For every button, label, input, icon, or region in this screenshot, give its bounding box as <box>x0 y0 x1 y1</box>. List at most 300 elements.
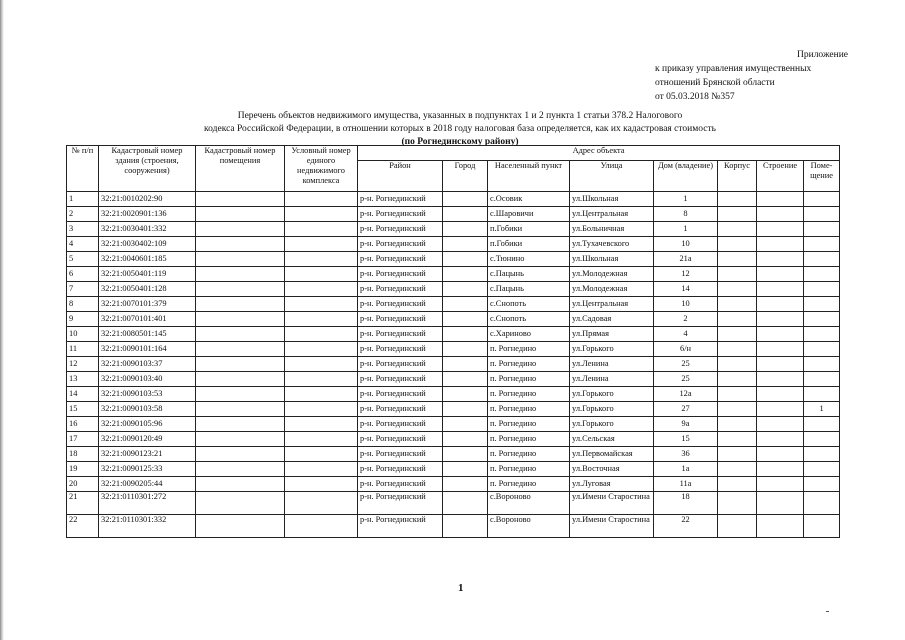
heading-line-2: кодекса Российской Федерации, в отношении которых в 2018 году налоговая база определяется, как их кадастровая стоимость <box>204 124 716 134</box>
cell-num: 11 <box>67 342 99 357</box>
cell-city <box>443 387 488 402</box>
property-table <box>66 145 840 538</box>
cell-city <box>443 282 488 297</box>
table-row <box>67 357 840 372</box>
cell-corpus <box>718 207 757 222</box>
cell-street: ул.Сельская <box>570 432 654 447</box>
cell-corpus <box>718 342 757 357</box>
cell-room-cadastral <box>196 417 285 432</box>
scan-artifact <box>826 611 829 612</box>
cell-city <box>443 432 488 447</box>
cell-room-cadastral <box>196 237 285 252</box>
cell-room: 1 <box>804 402 840 417</box>
cell-cadastral: 32:21:0050401:119 <box>99 267 196 282</box>
cell-cadastral: 32:21:0090125:33 <box>99 462 196 477</box>
cell-district: р-н. Рогнединский <box>358 432 443 447</box>
cell-cadastral: 32:21:0010202:90 <box>99 192 196 207</box>
cell-structure <box>757 372 804 387</box>
header-conditional: Условный номер единого недвижимого комплекса <box>285 146 358 192</box>
cell-district: р-н. Рогнединский <box>358 515 443 538</box>
cell-conditional <box>285 252 358 267</box>
cell-district: р-н. Рогнединский <box>358 462 443 477</box>
cell-cadastral: 32:21:0090120:49 <box>99 432 196 447</box>
cell-district: р-н. Рогнединский <box>358 297 443 312</box>
cell-city <box>443 297 488 312</box>
table-row <box>67 312 840 327</box>
cell-corpus <box>718 477 757 492</box>
cell-locality: п. Рогнедино <box>488 447 570 462</box>
cell-district: р-н. Рогнединский <box>358 492 443 515</box>
cell-house: 10 <box>654 297 718 312</box>
cell-locality: п. Рогнедино <box>488 402 570 417</box>
cell-street: ул.Имени Старостина <box>570 515 654 538</box>
table-row <box>67 387 840 402</box>
cell-cadastral: 32:21:0070101:379 <box>99 297 196 312</box>
cell-structure <box>757 267 804 282</box>
table-row <box>67 447 840 462</box>
cell-room <box>804 342 840 357</box>
cell-room-cadastral <box>196 432 285 447</box>
cell-structure <box>757 282 804 297</box>
header-address: Адрес объекта <box>358 146 840 161</box>
cell-house: 18 <box>654 492 718 515</box>
table-row <box>67 515 840 538</box>
cell-cadastral: 32:21:0070101:401 <box>99 312 196 327</box>
cell-district: р-н. Рогнединский <box>358 357 443 372</box>
cell-structure <box>757 447 804 462</box>
cell-room <box>804 492 840 515</box>
cell-room <box>804 192 840 207</box>
cell-corpus <box>718 417 757 432</box>
cell-structure <box>757 192 804 207</box>
cell-house: 10 <box>654 237 718 252</box>
cell-room <box>804 372 840 387</box>
cell-corpus <box>718 357 757 372</box>
cell-corpus <box>718 515 757 538</box>
cell-house: 11а <box>654 477 718 492</box>
cell-district: р-н. Рогнединский <box>358 417 443 432</box>
cell-conditional <box>285 515 358 538</box>
cell-num: 18 <box>67 447 99 462</box>
cell-cadastral: 32:21:0020901:136 <box>99 207 196 222</box>
cell-locality: п. Рогнедино <box>488 462 570 477</box>
cell-locality: п. Рогнедино <box>488 387 570 402</box>
cell-room <box>804 327 840 342</box>
cell-district: р-н. Рогнединский <box>358 477 443 492</box>
cell-corpus <box>718 192 757 207</box>
cell-num: 21 <box>67 492 99 515</box>
table-row <box>67 222 840 237</box>
cell-room-cadastral <box>196 282 285 297</box>
cell-city <box>443 252 488 267</box>
cell-locality: п. Рогнедино <box>488 342 570 357</box>
cell-city <box>443 417 488 432</box>
cell-cadastral: 32:21:0090103:37 <box>99 357 196 372</box>
cell-house: 12а <box>654 387 718 402</box>
cell-conditional <box>285 282 358 297</box>
cell-num: 4 <box>67 237 99 252</box>
cell-conditional <box>285 357 358 372</box>
cell-structure <box>757 252 804 267</box>
cell-cadastral: 32:21:0090101:164 <box>99 342 196 357</box>
appendix-line-2: отношений Брянской области <box>655 78 775 88</box>
cell-city <box>443 222 488 237</box>
cell-num: 6 <box>67 267 99 282</box>
cell-cadastral: 32:21:0090103:53 <box>99 387 196 402</box>
cell-structure <box>757 402 804 417</box>
cell-conditional <box>285 417 358 432</box>
cell-house: 6/н <box>654 342 718 357</box>
table-row <box>67 267 840 282</box>
cell-conditional <box>285 492 358 515</box>
cell-city <box>443 402 488 417</box>
cell-district: р-н. Рогнединский <box>358 282 443 297</box>
cell-cadastral: 32:21:0090105:96 <box>99 417 196 432</box>
header-house: Дом (владение) <box>654 161 718 192</box>
cell-room-cadastral <box>196 192 285 207</box>
cell-num: 5 <box>67 252 99 267</box>
cell-room-cadastral <box>196 312 285 327</box>
cell-city <box>443 447 488 462</box>
cell-room-cadastral <box>196 297 285 312</box>
cell-cadastral: 32:21:0090205:44 <box>99 477 196 492</box>
cell-corpus <box>718 492 757 515</box>
cell-district: р-н. Рогнединский <box>358 312 443 327</box>
cell-district: р-н. Рогнединский <box>358 207 443 222</box>
table-row <box>67 192 840 207</box>
cell-cadastral: 32:21:0080501:145 <box>99 327 196 342</box>
cell-corpus <box>718 252 757 267</box>
cell-num: 9 <box>67 312 99 327</box>
cell-corpus <box>718 447 757 462</box>
cell-num: 7 <box>67 282 99 297</box>
cell-street: ул.Больничная <box>570 222 654 237</box>
cell-locality: с.Шаровичи <box>488 207 570 222</box>
cell-locality: с.Снопоть <box>488 297 570 312</box>
cell-city <box>443 237 488 252</box>
cell-structure <box>757 312 804 327</box>
cell-house: 8 <box>654 207 718 222</box>
cell-street: ул.Горького <box>570 402 654 417</box>
cell-corpus <box>718 312 757 327</box>
table-row <box>67 237 840 252</box>
cell-house: 36 <box>654 447 718 462</box>
cell-locality: п. Рогнедино <box>488 432 570 447</box>
cell-district: р-н. Рогнединский <box>358 447 443 462</box>
cell-house: 15 <box>654 432 718 447</box>
page-number: 1 <box>458 582 464 594</box>
cell-conditional <box>285 312 358 327</box>
cell-house: 2 <box>654 312 718 327</box>
cell-city <box>443 192 488 207</box>
cell-conditional <box>285 297 358 312</box>
cell-cadastral: 32:21:0090103:58 <box>99 402 196 417</box>
cell-room <box>804 267 840 282</box>
cell-num: 1 <box>67 192 99 207</box>
header-locality: Населенный пункт <box>488 161 570 192</box>
cell-cadastral: 32:21:0090123:21 <box>99 447 196 462</box>
cell-locality: с.Тюнино <box>488 252 570 267</box>
cell-cadastral: 32:21:0110301:272 <box>99 492 196 515</box>
cell-district: р-н. Рогнединский <box>358 252 443 267</box>
cell-house: 12 <box>654 267 718 282</box>
cell-conditional <box>285 462 358 477</box>
cell-locality: с.Вороново <box>488 492 570 515</box>
cell-house: 1а <box>654 462 718 477</box>
cell-street: ул.Горького <box>570 387 654 402</box>
cell-cadastral: 32:21:0040601:185 <box>99 252 196 267</box>
appendix-line-3: от 05.03.2018 №357 <box>655 92 735 102</box>
cell-structure <box>757 432 804 447</box>
cell-room <box>804 357 840 372</box>
cell-house: 1 <box>654 192 718 207</box>
cell-room <box>804 477 840 492</box>
table-row <box>67 282 840 297</box>
appendix-title: Приложение <box>797 50 848 60</box>
cell-corpus <box>718 222 757 237</box>
heading-line-1: Перечень объектов недвижимого имущества, указанных в подпунктах 1 и 2 пункта 1 статьи 378.2 Налогового <box>237 111 683 121</box>
cell-locality: п. Рогнедино <box>488 372 570 387</box>
cell-num: 19 <box>67 462 99 477</box>
table-row <box>67 492 840 515</box>
cell-corpus <box>718 372 757 387</box>
cell-cadastral: 32:21:0110301:332 <box>99 515 196 538</box>
cell-room-cadastral <box>196 207 285 222</box>
cell-num: 14 <box>67 387 99 402</box>
cell-room-cadastral <box>196 327 285 342</box>
cell-corpus <box>718 327 757 342</box>
cell-house: 4 <box>654 327 718 342</box>
header-city: Город <box>443 161 488 192</box>
cell-num: 13 <box>67 372 99 387</box>
table-row <box>67 297 840 312</box>
cell-cadastral: 32:21:0090103:40 <box>99 372 196 387</box>
cell-city <box>443 492 488 515</box>
appendix-block <box>655 48 860 104</box>
cell-room <box>804 207 840 222</box>
cell-cadastral: 32:21:0030401:332 <box>99 222 196 237</box>
cell-num: 12 <box>67 357 99 372</box>
cell-room <box>804 462 840 477</box>
cell-house: 25 <box>654 372 718 387</box>
cell-conditional <box>285 447 358 462</box>
cell-structure <box>757 492 804 515</box>
cell-street: ул.Ленина <box>570 357 654 372</box>
cell-city <box>443 342 488 357</box>
header-street: Улица <box>570 161 654 192</box>
header-room: Поме-щение <box>804 161 840 192</box>
cell-room-cadastral <box>196 515 285 538</box>
cell-district: р-н. Рогнединский <box>358 267 443 282</box>
cell-house: 25 <box>654 357 718 372</box>
cell-corpus <box>718 297 757 312</box>
cell-locality: п. Рогнедино <box>488 417 570 432</box>
cell-conditional <box>285 267 358 282</box>
cell-room <box>804 282 840 297</box>
cell-house: 22 <box>654 515 718 538</box>
cell-district: р-н. Рогнединский <box>358 402 443 417</box>
cell-conditional <box>285 192 358 207</box>
cell-city <box>443 327 488 342</box>
cell-corpus <box>718 282 757 297</box>
cell-street: ул.Центральная <box>570 207 654 222</box>
header-district: Район <box>358 161 443 192</box>
cell-structure <box>757 342 804 357</box>
cell-locality: п. Рогнедино <box>488 477 570 492</box>
cell-room-cadastral <box>196 492 285 515</box>
cell-corpus <box>718 462 757 477</box>
cell-street: ул.Горького <box>570 342 654 357</box>
cell-room-cadastral <box>196 357 285 372</box>
cell-room <box>804 222 840 237</box>
cell-house: 14 <box>654 282 718 297</box>
cell-structure <box>757 357 804 372</box>
cell-structure <box>757 477 804 492</box>
cell-num: 3 <box>67 222 99 237</box>
cell-room <box>804 297 840 312</box>
cell-city <box>443 462 488 477</box>
cell-room-cadastral <box>196 372 285 387</box>
cell-locality: с.Пацынь <box>488 267 570 282</box>
cell-city <box>443 515 488 538</box>
cell-num: 22 <box>67 515 99 538</box>
cell-city <box>443 357 488 372</box>
cell-conditional <box>285 432 358 447</box>
cell-street: ул.Ленина <box>570 372 654 387</box>
cell-room <box>804 417 840 432</box>
cell-structure <box>757 237 804 252</box>
cell-street: ул.Школьная <box>570 252 654 267</box>
cell-room-cadastral <box>196 447 285 462</box>
cell-city <box>443 207 488 222</box>
table-row <box>67 252 840 267</box>
cell-room-cadastral <box>196 462 285 477</box>
table-row <box>67 342 840 357</box>
cell-num: 2 <box>67 207 99 222</box>
cell-locality: с.Снопоть <box>488 312 570 327</box>
cell-num: 20 <box>67 477 99 492</box>
appendix-line-1: к приказу управления имущественных <box>655 64 812 74</box>
cell-street: ул.Прямая <box>570 327 654 342</box>
cell-num: 10 <box>67 327 99 342</box>
cell-street: ул.Восточная <box>570 462 654 477</box>
cell-street: ул.Школьная <box>570 192 654 207</box>
cell-conditional <box>285 222 358 237</box>
cell-room-cadastral <box>196 342 285 357</box>
scan-edge <box>0 0 4 640</box>
table-row <box>67 417 840 432</box>
cell-num: 17 <box>67 432 99 447</box>
cell-room <box>804 252 840 267</box>
cell-structure <box>757 207 804 222</box>
cell-corpus <box>718 267 757 282</box>
document-heading <box>180 110 740 149</box>
cell-room-cadastral <box>196 402 285 417</box>
cell-num: 15 <box>67 402 99 417</box>
cell-street: ул.Горького <box>570 417 654 432</box>
cell-cadastral: 32:21:0030402:109 <box>99 237 196 252</box>
cell-district: р-н. Рогнединский <box>358 342 443 357</box>
table-row <box>67 432 840 447</box>
cell-room-cadastral <box>196 387 285 402</box>
header-num: № п/п <box>67 146 99 192</box>
cell-structure <box>757 222 804 237</box>
cell-city <box>443 312 488 327</box>
cell-room <box>804 312 840 327</box>
cell-structure <box>757 297 804 312</box>
cell-street: ул.Луговая <box>570 477 654 492</box>
cell-house: 27 <box>654 402 718 417</box>
cell-corpus <box>718 387 757 402</box>
table-row <box>67 462 840 477</box>
cell-locality: с.Вороново <box>488 515 570 538</box>
cell-corpus <box>718 402 757 417</box>
cell-cadastral: 32:21:0050401:128 <box>99 282 196 297</box>
cell-city <box>443 267 488 282</box>
cell-street: ул.Имени Старостина <box>570 492 654 515</box>
cell-structure <box>757 417 804 432</box>
cell-corpus <box>718 432 757 447</box>
cell-locality: с.Осовик <box>488 192 570 207</box>
cell-district: р-н. Рогнединский <box>358 237 443 252</box>
cell-room <box>804 447 840 462</box>
table-row <box>67 402 840 417</box>
cell-street: ул.Молодежная <box>570 282 654 297</box>
table-row <box>67 207 840 222</box>
cell-district: р-н. Рогнединский <box>358 372 443 387</box>
cell-conditional <box>285 207 358 222</box>
cell-room <box>804 387 840 402</box>
cell-room <box>804 432 840 447</box>
cell-city <box>443 477 488 492</box>
cell-room <box>804 515 840 538</box>
cell-structure <box>757 327 804 342</box>
cell-conditional <box>285 387 358 402</box>
header-cadastral-building: Кадастровый номер здания (строения, сооружения) <box>99 146 196 192</box>
cell-house: 9а <box>654 417 718 432</box>
cell-district: р-н. Рогнединский <box>358 387 443 402</box>
cell-street: ул.Первомайская <box>570 447 654 462</box>
cell-room <box>804 237 840 252</box>
table-row <box>67 372 840 387</box>
cell-conditional <box>285 402 358 417</box>
cell-room-cadastral <box>196 477 285 492</box>
heading-line-3: (по Рогнединскому району) <box>401 137 519 147</box>
cell-structure <box>757 515 804 538</box>
header-corpus: Корпус <box>718 161 757 192</box>
cell-locality: п.Гобики <box>488 237 570 252</box>
cell-street: ул.Центральная <box>570 297 654 312</box>
cell-conditional <box>285 372 358 387</box>
cell-structure <box>757 387 804 402</box>
cell-num: 8 <box>67 297 99 312</box>
cell-district: р-н. Рогнединский <box>358 222 443 237</box>
cell-locality: п. Рогнедино <box>488 357 570 372</box>
cell-city <box>443 372 488 387</box>
cell-structure <box>757 462 804 477</box>
table-row <box>67 327 840 342</box>
cell-conditional <box>285 342 358 357</box>
cell-house: 1 <box>654 222 718 237</box>
cell-conditional <box>285 477 358 492</box>
cell-street: ул.Садовая <box>570 312 654 327</box>
table-row <box>67 477 840 492</box>
header-cadastral-room: Кадастровый номер помещения <box>196 146 285 192</box>
cell-street: ул.Тухачевского <box>570 237 654 252</box>
cell-locality: с.Хариново <box>488 327 570 342</box>
cell-locality: п.Гобики <box>488 222 570 237</box>
cell-num: 16 <box>67 417 99 432</box>
